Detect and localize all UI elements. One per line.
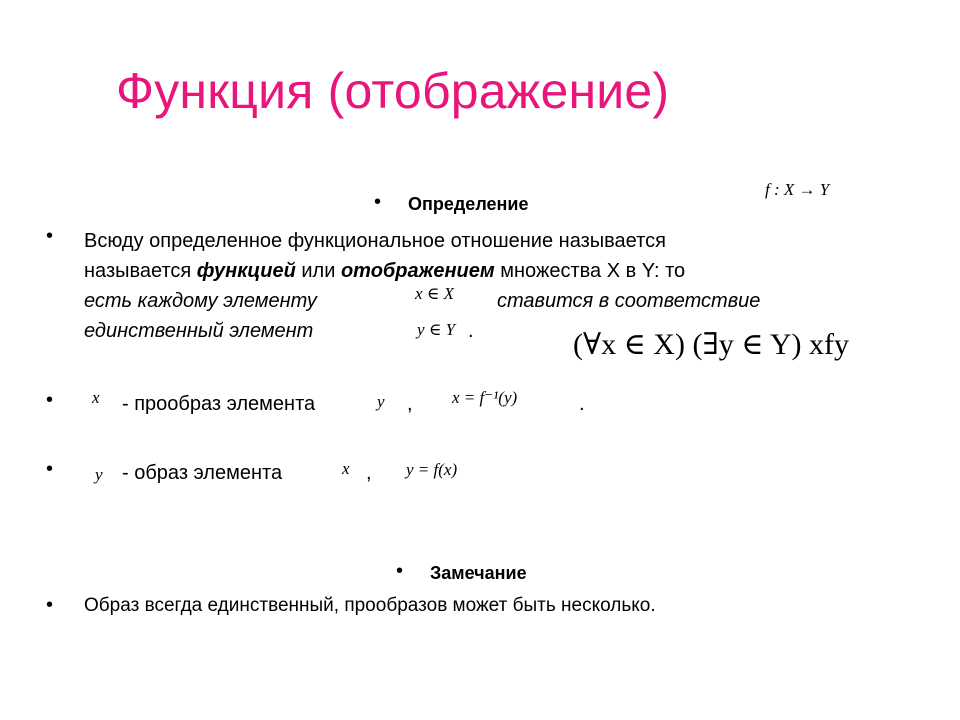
- preimage-text: - прообраз элемента: [122, 393, 316, 415]
- image-comma: ,: [366, 462, 372, 484]
- math-var-y: y: [377, 392, 385, 411]
- definition-line-3-end: ставится в соответствие: [497, 290, 761, 312]
- math-x-in-X: x ∈ X: [415, 284, 455, 303]
- remark-text: Образ всегда единственный, прообразов может быть несколько.: [84, 595, 656, 616]
- definition-line-3-start: есть каждому элементу: [84, 290, 317, 312]
- definition-period: .: [468, 320, 474, 342]
- image-text: - образ элемента: [122, 462, 283, 484]
- bullet-icon: •: [46, 225, 54, 247]
- remark-heading: Замечание: [430, 563, 527, 583]
- preimage-formula: x = f⁻¹(y): [452, 388, 518, 407]
- bullet-icon: •: [396, 560, 404, 582]
- math-var-x: x: [92, 388, 100, 407]
- bullet-icon: •: [46, 458, 54, 480]
- preimage-comma: ,: [407, 393, 413, 415]
- definition-heading: Определение: [408, 194, 529, 214]
- definition-line-2: называется функцией или отображением множества X в Y: то: [84, 260, 686, 282]
- definition-line-4: единственный элемент: [84, 320, 314, 342]
- bullet-icon: •: [374, 191, 382, 213]
- math-var-x: x: [342, 459, 350, 478]
- math-y-in-Y: y ∈ Y: [417, 320, 456, 339]
- math-var-y: y: [95, 465, 103, 484]
- mapping-formula: f : X → Y: [765, 180, 830, 199]
- preimage-period: .: [579, 393, 585, 415]
- image-formula: y = f(x): [406, 460, 458, 479]
- quantifier-formula: (∀x ∈ X) (∃y ∈ Y) xfy: [573, 328, 849, 361]
- slide-title: Функция (отображение): [116, 63, 670, 119]
- bullet-icon: •: [46, 389, 54, 411]
- bullet-icon: •: [46, 594, 54, 616]
- definition-line-1: Всюду определенное функциональное отношение называется: [84, 230, 666, 252]
